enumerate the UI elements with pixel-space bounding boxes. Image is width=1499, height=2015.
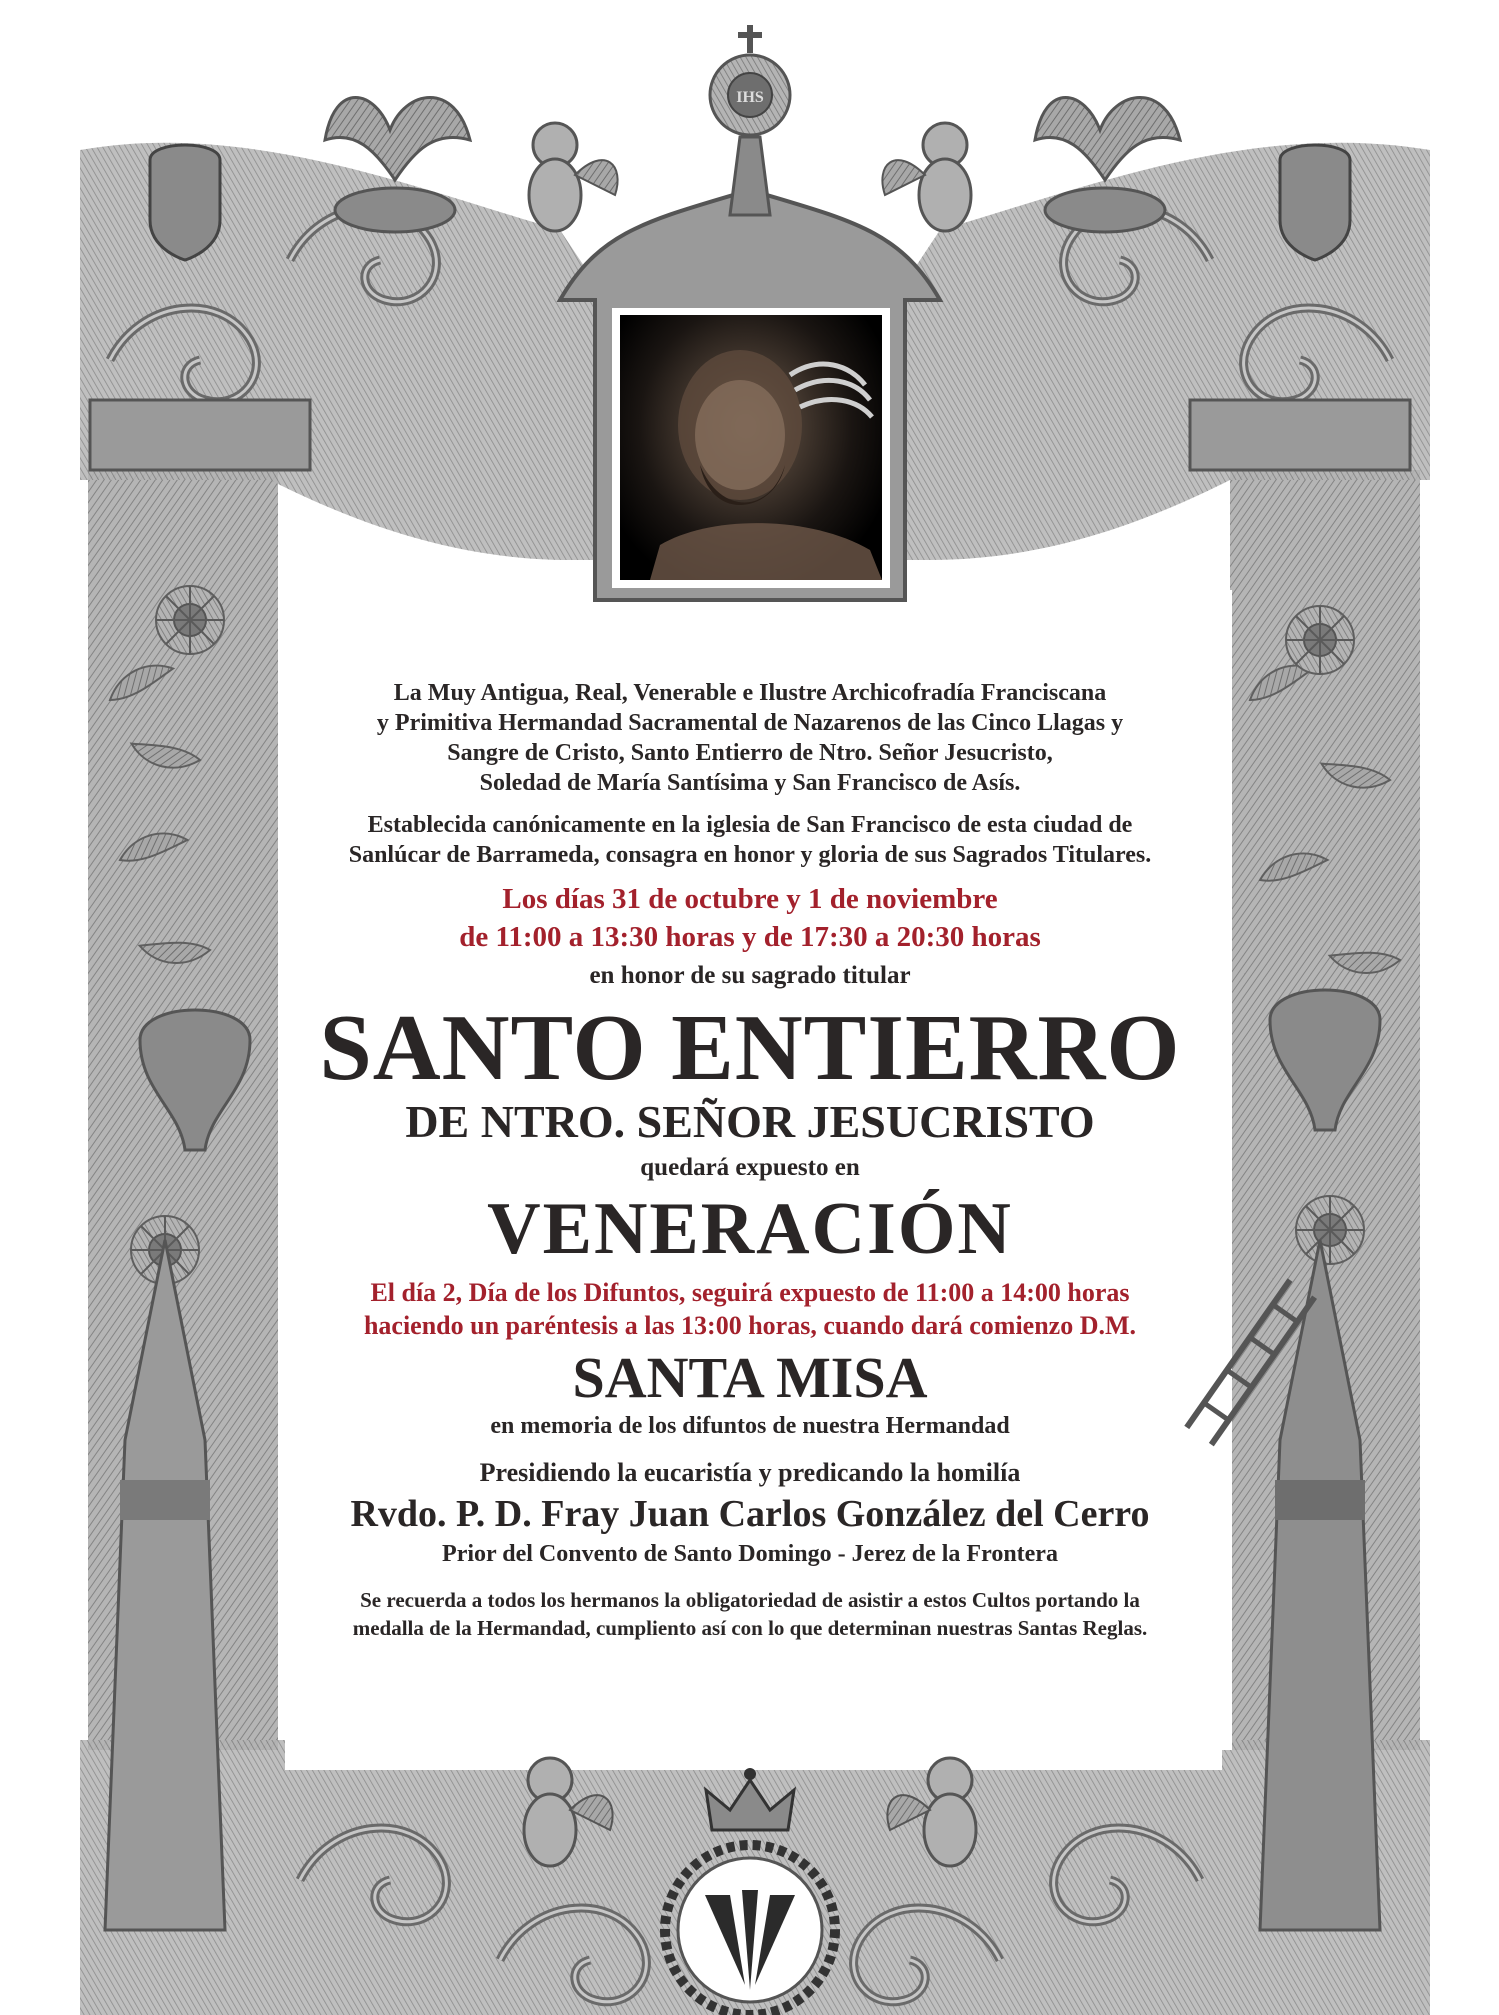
presiding-line: Presidiendo la eucaristía y predicando la homilía <box>479 1458 1021 1487</box>
reminder <box>265 1586 1235 1642</box>
reminder-line: medalla de la Hermandad, cumpliento así con lo que determinan nuestras Santas Reglas. <box>352 1616 1148 1640</box>
title-main: SANTO ENTIERRO <box>319 996 1181 1100</box>
cherub-icon <box>529 123 618 231</box>
brotherhood-name <box>265 678 1235 798</box>
brotherhood-name-line: y Primitiva Hermandad Sacramental de Nazarenos de las Cinco Llagas y <box>376 710 1124 736</box>
day2-notice-line: El día 2, Día de los Difuntos, seguirá expuesto de 11:00 a 14:00 horas <box>370 1278 1130 1307</box>
svg-text:IHS: IHS <box>736 89 764 106</box>
schedule-line: Los días 31 de octubre y 1 de noviembre <box>502 883 998 915</box>
brotherhood-name-line: Soledad de María Santísima y San Francisco de Asís. <box>479 770 1021 796</box>
memory-line: en memoria de los difuntos de nuestra Hermandad <box>490 1413 1010 1439</box>
brotherhood-name-line: Sangre de Cristo, Santo Entierro de Ntro. Señor Jesucristo, <box>447 740 1053 766</box>
celebrant-name: Rvdo. P. D. Fray Juan Carlos González del Cerro <box>350 1493 1150 1535</box>
brotherhood-name-line: La Muy Antigua, Real, Venerable e Ilustre Archicofradía Franciscana <box>393 680 1107 706</box>
pelican-icon <box>1035 98 1180 233</box>
establishment-line: Establecida canónicamente en la iglesia de San Francisco de esta ciudad de <box>367 812 1133 838</box>
day2-notice <box>265 1276 1235 1342</box>
ihs-monstrance-icon <box>710 25 790 215</box>
schedule <box>265 880 1235 956</box>
honor-line: en honor de su sagrado titular <box>589 962 911 989</box>
mass-title: SANTA MISA <box>572 1345 928 1410</box>
title-sub: DE NTRO. SEÑOR JESUCRISTO <box>405 1096 1095 1147</box>
establishment-text <box>265 810 1235 870</box>
christ-image-photo <box>620 315 882 580</box>
establishment-line: Sanlúcar de Barrameda, consagra en honor y gloria de sus Sagrados Titulares. <box>348 842 1152 868</box>
day2-notice-line: haciendo un paréntesis a las 13:00 horas, cuando dará comienzo D.M. <box>363 1311 1137 1340</box>
reminder-line: Se recuerda a todos los hermanos la obligatoriedad de asistir a estos Cultos portando la <box>360 1588 1140 1612</box>
exposed-line: quedará expuesto en <box>640 1154 860 1181</box>
schedule-line: de 11:00 a 13:30 horas y de 17:30 a 20:30 horas <box>459 921 1041 953</box>
pelican-icon <box>325 98 470 233</box>
cherub-icon <box>882 123 971 231</box>
text-block <box>265 678 1235 1642</box>
celebrant-title: Prior del Convento de Santo Domingo - Jerez de la Frontera <box>442 1541 1058 1567</box>
veneration-title: VENERACIÓN <box>487 1188 1013 1270</box>
